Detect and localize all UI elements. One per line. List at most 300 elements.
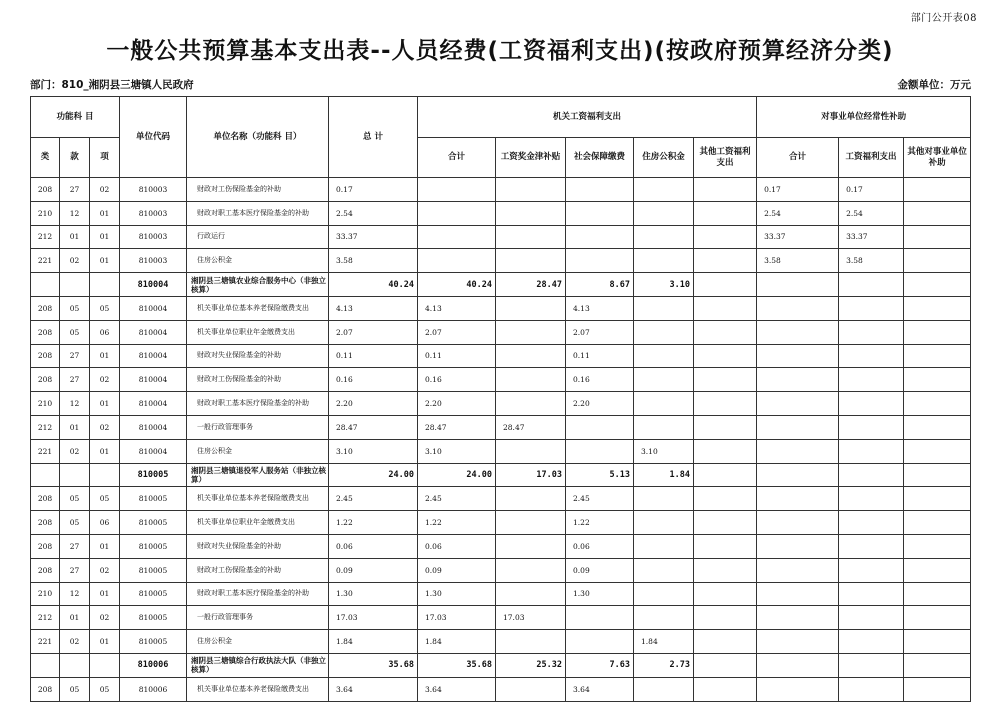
cell-salary: [496, 392, 566, 416]
table-row: [31, 178, 971, 202]
cell-lei: 221: [31, 249, 60, 273]
cell-subsidy-other: [904, 558, 971, 582]
cell-other-salary: [694, 558, 757, 582]
cell-other-salary: [694, 630, 757, 654]
cell-kuan: 12: [60, 201, 90, 225]
cell-subsidy-total: 0.17: [757, 178, 839, 202]
table-row: [31, 320, 971, 344]
cell-subsidy-other: [904, 582, 971, 606]
cell-salary: [496, 677, 566, 701]
cell-total: 0.11: [329, 344, 418, 368]
cell-subsidy-other: [904, 463, 971, 487]
cell-subsidy-salary: [839, 653, 904, 677]
cell-xiang: 01: [90, 225, 120, 249]
cell-unit-code: 810006: [120, 653, 187, 677]
cell-total: 3.10: [329, 439, 418, 463]
cell-social: 0.11: [566, 344, 634, 368]
cell-subsidy-salary: [839, 677, 904, 701]
cell-social: 0.06: [566, 534, 634, 558]
cell-salary: [496, 225, 566, 249]
cell-subsidy-total: [757, 368, 839, 392]
cell-total: 3.58: [329, 249, 418, 273]
cell-housing: [634, 606, 694, 630]
cell-subsidy-total: [757, 606, 839, 630]
cell-subsidy-salary: 3.58: [839, 249, 904, 273]
cell-subsidy-salary: 0.17: [839, 178, 904, 202]
cell-social: 0.16: [566, 368, 634, 392]
cell-subsidy-other: [904, 273, 971, 297]
cell-housing: 2.73: [634, 653, 694, 677]
cell-xiang: 01: [90, 582, 120, 606]
cell-housing: [634, 296, 694, 320]
cell-housing: [634, 178, 694, 202]
cell-social: 5.13: [566, 463, 634, 487]
cell-housing: [634, 249, 694, 273]
cell-social: 8.67: [566, 273, 634, 297]
cell-social: [566, 415, 634, 439]
cell-lei: 221: [31, 630, 60, 654]
cell-subsidy-total: [757, 296, 839, 320]
cell-other-salary: [694, 582, 757, 606]
cell-subsidy-other: [904, 653, 971, 677]
cell-social: [566, 630, 634, 654]
cell-total: 2.45: [329, 487, 418, 511]
cell-housing: [634, 677, 694, 701]
cell-other-salary: [694, 225, 757, 249]
cell-organ-total: [418, 249, 496, 273]
cell-lei: 212: [31, 415, 60, 439]
cell-xiang: 01: [90, 249, 120, 273]
header-subsidy-salary: 工资福利支出: [839, 138, 904, 178]
cell-housing: [634, 320, 694, 344]
cell-kuan: 05: [60, 296, 90, 320]
cell-kuan: 27: [60, 558, 90, 582]
cell-lei: 208: [31, 344, 60, 368]
header-housing: 住房公积金: [634, 138, 694, 178]
cell-unit-name: 住房公积金: [187, 249, 329, 273]
cell-unit-code: 810005: [120, 463, 187, 487]
cell-unit-name: 住房公积金: [187, 439, 329, 463]
department-label: 部门：810_湘阴县三塘镇人民政府: [30, 79, 194, 91]
cell-salary: [496, 344, 566, 368]
cell-unit-name: 财政对工伤保险基金的补助: [187, 368, 329, 392]
cell-salary: [496, 582, 566, 606]
header-subsidy-group: 对事业单位经常性补助: [757, 97, 971, 138]
cell-social: 3.64: [566, 677, 634, 701]
cell-xiang: [90, 463, 120, 487]
cell-total: 0.09: [329, 558, 418, 582]
cell-unit-name: 机关事业单位基本养老保险缴费支出: [187, 487, 329, 511]
cell-total: 3.64: [329, 677, 418, 701]
cell-lei: 208: [31, 368, 60, 392]
cell-kuan: 02: [60, 439, 90, 463]
cell-lei: 210: [31, 392, 60, 416]
cell-unit-name: 湘阴县三塘镇退役军人服务站（非独立核算）: [187, 463, 329, 487]
cell-unit-name: 机关事业单位基本养老保险缴费支出: [187, 296, 329, 320]
cell-other-salary: [694, 415, 757, 439]
cell-total: 35.68: [329, 653, 418, 677]
cell-unit-name: 机关事业单位职业年金缴费支出: [187, 511, 329, 535]
cell-social: 7.63: [566, 653, 634, 677]
cell-subsidy-other: [904, 439, 971, 463]
cell-total: 33.37: [329, 225, 418, 249]
cell-unit-name: 财政对职工基本医疗保险基金的补助: [187, 392, 329, 416]
cell-kuan: 12: [60, 582, 90, 606]
cell-unit-name: 行政运行: [187, 225, 329, 249]
cell-social: [566, 201, 634, 225]
cell-subsidy-total: [757, 653, 839, 677]
cell-other-salary: [694, 249, 757, 273]
cell-total: 17.03: [329, 606, 418, 630]
header-lei: 类: [31, 138, 60, 178]
cell-unit-code: 810004: [120, 439, 187, 463]
cell-unit-code: 810005: [120, 511, 187, 535]
cell-subsidy-salary: [839, 439, 904, 463]
table-row: [31, 606, 971, 630]
cell-total: 40.24: [329, 273, 418, 297]
cell-kuan: 02: [60, 630, 90, 654]
cell-kuan: [60, 463, 90, 487]
cell-social: [566, 606, 634, 630]
cell-kuan: 05: [60, 487, 90, 511]
cell-subsidy-total: [757, 463, 839, 487]
cell-subsidy-total: 33.37: [757, 225, 839, 249]
cell-organ-total: 0.11: [418, 344, 496, 368]
cell-total: 1.30: [329, 582, 418, 606]
table-row: [31, 415, 971, 439]
cell-subsidy-other: [904, 249, 971, 273]
cell-lei: 212: [31, 606, 60, 630]
cell-social: 0.09: [566, 558, 634, 582]
cell-organ-total: 2.45: [418, 487, 496, 511]
cell-xiang: 01: [90, 392, 120, 416]
cell-subsidy-other: [904, 392, 971, 416]
cell-other-salary: [694, 392, 757, 416]
cell-unit-code: 810005: [120, 487, 187, 511]
cell-xiang: [90, 273, 120, 297]
cell-housing: [634, 558, 694, 582]
table-row: [31, 439, 971, 463]
cell-xiang: 06: [90, 320, 120, 344]
cell-kuan: 12: [60, 392, 90, 416]
cell-other-salary: [694, 653, 757, 677]
cell-salary: [496, 368, 566, 392]
cell-total: 2.20: [329, 392, 418, 416]
cell-total: 0.17: [329, 178, 418, 202]
cell-subsidy-other: [904, 511, 971, 535]
cell-subsidy-salary: [839, 273, 904, 297]
cell-lei: [31, 273, 60, 297]
cell-xiang: 01: [90, 344, 120, 368]
table-row: [31, 582, 971, 606]
cell-subsidy-total: [757, 344, 839, 368]
cell-social: 2.07: [566, 320, 634, 344]
cell-unit-code: 810004: [120, 392, 187, 416]
cell-organ-total: [418, 201, 496, 225]
cell-salary: [496, 201, 566, 225]
cell-social: [566, 225, 634, 249]
cell-other-salary: [694, 439, 757, 463]
cell-subsidy-salary: [839, 415, 904, 439]
cell-total: 24.00: [329, 463, 418, 487]
cell-unit-code: 810005: [120, 534, 187, 558]
page-title: 一般公共预算基本支出表--人员经费(工资福利支出)(按政府预算经济分类): [106, 38, 894, 64]
cell-subsidy-salary: [839, 368, 904, 392]
header-social: 社会保障缴费: [566, 138, 634, 178]
cell-other-salary: [694, 677, 757, 701]
cell-organ-total: 24.00: [418, 463, 496, 487]
cell-organ-total: 1.30: [418, 582, 496, 606]
cell-organ-total: 0.16: [418, 368, 496, 392]
cell-social: 4.13: [566, 296, 634, 320]
cell-lei: 208: [31, 178, 60, 202]
cell-unit-code: 810005: [120, 582, 187, 606]
amount-unit-label: 金额单位：万元: [897, 79, 971, 91]
table-subtotal-row: [31, 653, 971, 677]
cell-kuan: [60, 273, 90, 297]
cell-organ-total: 17.03: [418, 606, 496, 630]
cell-social: [566, 178, 634, 202]
cell-unit-name: 财政对工伤保险基金的补助: [187, 178, 329, 202]
cell-xiang: 01: [90, 630, 120, 654]
cell-organ-total: 1.84: [418, 630, 496, 654]
cell-unit-code: 810003: [120, 201, 187, 225]
cell-subsidy-total: [757, 534, 839, 558]
cell-xiang: 02: [90, 368, 120, 392]
header-subsidy-total: 合计: [757, 138, 839, 178]
cell-subsidy-other: [904, 344, 971, 368]
cell-lei: 208: [31, 511, 60, 535]
cell-lei: 208: [31, 558, 60, 582]
cell-subsidy-salary: 2.54: [839, 201, 904, 225]
cell-xiang: 06: [90, 511, 120, 535]
cell-subsidy-salary: [839, 534, 904, 558]
cell-organ-total: [418, 178, 496, 202]
cell-lei: 208: [31, 677, 60, 701]
cell-subsidy-total: [757, 582, 839, 606]
cell-housing: [634, 534, 694, 558]
cell-housing: [634, 225, 694, 249]
cell-salary: [496, 439, 566, 463]
cell-kuan: 05: [60, 320, 90, 344]
cell-subsidy-salary: [839, 392, 904, 416]
cell-kuan: 27: [60, 344, 90, 368]
cell-subsidy-total: 3.58: [757, 249, 839, 273]
cell-salary: 17.03: [496, 606, 566, 630]
cell-subsidy-salary: [839, 582, 904, 606]
cell-organ-total: 0.06: [418, 534, 496, 558]
budget-table: [30, 96, 971, 702]
cell-organ-total: [418, 225, 496, 249]
cell-salary: 17.03: [496, 463, 566, 487]
cell-unit-code: 810005: [120, 558, 187, 582]
cell-subsidy-other: [904, 534, 971, 558]
table-row: [31, 558, 971, 582]
cell-total: 1.84: [329, 630, 418, 654]
cell-subsidy-salary: [839, 558, 904, 582]
cell-housing: 3.10: [634, 439, 694, 463]
cell-unit-code: 810003: [120, 249, 187, 273]
cell-kuan: 05: [60, 511, 90, 535]
cell-lei: 210: [31, 201, 60, 225]
cell-xiang: [90, 653, 120, 677]
cell-organ-total: 4.13: [418, 296, 496, 320]
cell-other-salary: [694, 273, 757, 297]
cell-housing: [634, 511, 694, 535]
cell-unit-name: 湘阴县三塘镇农业综合服务中心（非独立核算）: [187, 273, 329, 297]
cell-lei: 208: [31, 296, 60, 320]
cell-unit-name: 一般行政管理事务: [187, 415, 329, 439]
cell-kuan: 01: [60, 415, 90, 439]
cell-kuan: 27: [60, 178, 90, 202]
cell-housing: [634, 487, 694, 511]
cell-xiang: 05: [90, 487, 120, 511]
cell-housing: [634, 392, 694, 416]
header-organ-total: 合计: [418, 138, 496, 178]
cell-salary: [496, 249, 566, 273]
cell-xiang: 05: [90, 677, 120, 701]
table-row: [31, 677, 971, 701]
cell-organ-total: 1.22: [418, 511, 496, 535]
cell-kuan: 27: [60, 368, 90, 392]
cell-salary: [496, 178, 566, 202]
header-xiang: 项: [90, 138, 120, 178]
cell-subsidy-total: 2.54: [757, 201, 839, 225]
cell-organ-total: 28.47: [418, 415, 496, 439]
cell-salary: [496, 320, 566, 344]
cell-lei: [31, 463, 60, 487]
cell-subsidy-other: [904, 415, 971, 439]
cell-salary: [496, 534, 566, 558]
table-row: [31, 225, 971, 249]
cell-unit-code: 810003: [120, 178, 187, 202]
cell-subsidy-salary: [839, 320, 904, 344]
cell-lei: 208: [31, 534, 60, 558]
cell-subsidy-total: [757, 630, 839, 654]
cell-organ-total: 40.24: [418, 273, 496, 297]
cell-xiang: 02: [90, 415, 120, 439]
cell-kuan: [60, 653, 90, 677]
cell-subsidy-other: [904, 487, 971, 511]
cell-subsidy-salary: [839, 630, 904, 654]
header-unit-code: 单位代码: [120, 97, 187, 178]
cell-other-salary: [694, 296, 757, 320]
cell-xiang: 02: [90, 178, 120, 202]
cell-unit-name: 机关事业单位基本养老保险缴费支出: [187, 677, 329, 701]
cell-subsidy-other: [904, 201, 971, 225]
header-total: 总 计: [329, 97, 418, 178]
cell-social: [566, 249, 634, 273]
cell-subsidy-total: [757, 487, 839, 511]
cell-subsidy-total: [757, 439, 839, 463]
table-row: [31, 344, 971, 368]
cell-subsidy-salary: [839, 296, 904, 320]
table-row: [31, 201, 971, 225]
cell-other-salary: [694, 534, 757, 558]
cell-salary: 25.32: [496, 653, 566, 677]
cell-other-salary: [694, 368, 757, 392]
cell-subsidy-salary: [839, 487, 904, 511]
header-salary: 工资奖金津补贴: [496, 138, 566, 178]
cell-unit-name: 财政对职工基本医疗保险基金的补助: [187, 201, 329, 225]
cell-total: 0.06: [329, 534, 418, 558]
cell-subsidy-salary: [839, 344, 904, 368]
cell-unit-code: 810005: [120, 630, 187, 654]
cell-lei: 208: [31, 320, 60, 344]
cell-total: 2.54: [329, 201, 418, 225]
cell-xiang: 01: [90, 201, 120, 225]
cell-salary: [496, 296, 566, 320]
cell-unit-code: 810003: [120, 225, 187, 249]
header-other-salary: 其他工资福利支出: [694, 138, 757, 178]
cell-total: 2.07: [329, 320, 418, 344]
cell-salary: [496, 511, 566, 535]
cell-unit-name: 湘阴县三塘镇综合行政执法大队（非独立核算）: [187, 653, 329, 677]
cell-other-salary: [694, 511, 757, 535]
cell-xiang: 01: [90, 439, 120, 463]
cell-subsidy-total: [757, 511, 839, 535]
cell-total: 1.22: [329, 511, 418, 535]
cell-unit-code: 810004: [120, 320, 187, 344]
cell-total: 28.47: [329, 415, 418, 439]
table-row: [31, 511, 971, 535]
cell-lei: [31, 653, 60, 677]
cell-kuan: 27: [60, 534, 90, 558]
cell-lei: 208: [31, 487, 60, 511]
cell-unit-name: 住房公积金: [187, 630, 329, 654]
cell-subsidy-other: [904, 320, 971, 344]
header-kuan: 款: [60, 138, 90, 178]
cell-salary: [496, 630, 566, 654]
cell-unit-name: 财政对失业保险基金的补助: [187, 344, 329, 368]
table-body: [31, 178, 971, 702]
cell-other-salary: [694, 178, 757, 202]
cell-lei: 221: [31, 439, 60, 463]
header-subsidy-other: 其他对事业单位补助: [904, 138, 971, 178]
cell-organ-total: 0.09: [418, 558, 496, 582]
cell-salary: 28.47: [496, 415, 566, 439]
cell-organ-total: 3.64: [418, 677, 496, 701]
cell-xiang: 02: [90, 606, 120, 630]
cell-other-salary: [694, 201, 757, 225]
header-organ-group: 机关工资福利支出: [418, 97, 757, 138]
cell-kuan: 01: [60, 606, 90, 630]
cell-social: [566, 439, 634, 463]
cell-subsidy-total: [757, 677, 839, 701]
cell-subsidy-total: [757, 415, 839, 439]
cell-kuan: 01: [60, 225, 90, 249]
cell-social: 2.45: [566, 487, 634, 511]
table-row: [31, 630, 971, 654]
cell-subsidy-salary: [839, 511, 904, 535]
cell-subsidy-other: [904, 178, 971, 202]
cell-unit-name: 财政对工伤保险基金的补助: [187, 558, 329, 582]
cell-organ-total: 35.68: [418, 653, 496, 677]
cell-social: 1.22: [566, 511, 634, 535]
cell-unit-code: 810004: [120, 273, 187, 297]
cell-xiang: 05: [90, 296, 120, 320]
cell-unit-code: 810006: [120, 677, 187, 701]
cell-other-salary: [694, 344, 757, 368]
cell-salary: [496, 558, 566, 582]
cell-subsidy-salary: 33.37: [839, 225, 904, 249]
cell-subsidy-other: [904, 630, 971, 654]
cell-salary: 28.47: [496, 273, 566, 297]
cell-organ-total: 3.10: [418, 439, 496, 463]
cell-lei: 212: [31, 225, 60, 249]
table-row: [31, 534, 971, 558]
cell-housing: 1.84: [634, 630, 694, 654]
